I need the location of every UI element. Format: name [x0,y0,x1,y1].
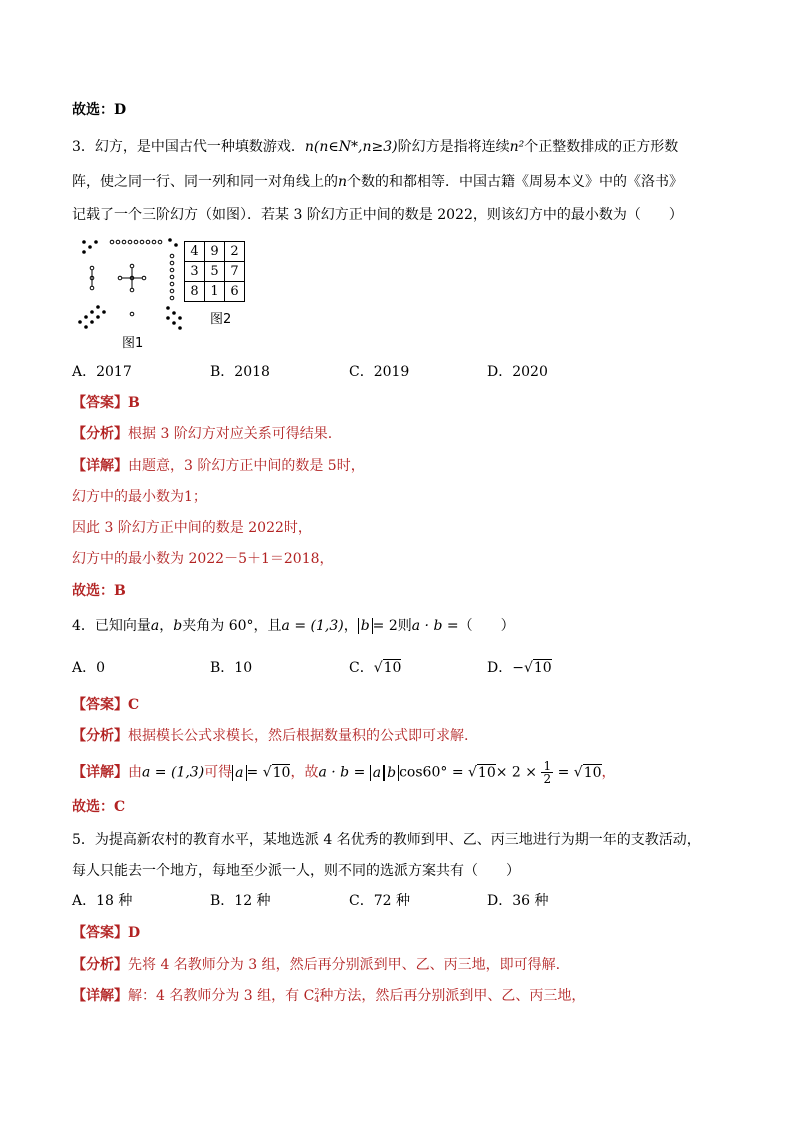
magic-square-figure [72,236,272,354]
q5-answer: 【答案】D [72,925,141,941]
grid-cell: 7 [225,262,245,282]
figure-label-2: 图2 [210,312,232,327]
q4-option-a: A．0 [72,660,106,676]
fraction-one-half: $\frac{1}{2}$ [543,759,552,786]
q5-option-b: B．12 种 [210,893,271,909]
q3-option-c: C．2019 [349,364,410,380]
magic-square-grid [184,241,245,302]
grid-cell: 5 [205,262,225,282]
q3-stem-line3: 记载了一个三阶幻方（如图）．若某 3 阶幻方正中间的数是 2022，则该幻方中的最小数为（ ） [72,207,683,223]
grid-cell: 6 [225,282,245,302]
grid-cell: 3 [185,262,205,282]
q5-stem-line1: 5．为提高新农村的教育水平，某地选派 4 名优秀的教师到甲、乙、丙三地进行为期一年的支教活动， [72,832,701,848]
q5-option-d: D．36 种 [487,893,549,909]
q4-answer: 【答案】C [72,697,140,713]
q5-analysis: 【分析】先将 4 名教师分为 3 组，然后再分别派到甲、乙、丙三地，即可得解. [72,957,561,973]
q3-stem-line2: 阵，使之同一行、同一列和同一对角线上的n个数的和都相等．中国古籍《周易本义》中的《洛书》 [72,174,684,190]
grid-cell: 9 [205,242,225,262]
q3-stem-line1: 3．幻方，是中国古代一种填数游戏．n(n∈N*,n≥3)阶幻方是指将连续n²个正整数排成的正方形数 [72,139,679,155]
figure-label-1: 图1 [122,336,144,351]
q3-detail-1: 【详解】由题意，3 阶幻方正中间的数是 5时， [72,458,365,474]
q3-option-a: A．2017 [72,364,132,380]
q5-option-c: C．72 种 [349,893,410,909]
q4-option-c: C．√10 [349,660,402,676]
q3-analysis: 【分析】根据 3 阶幻方对应关系可得结果. [72,426,333,442]
q3-answer: 【答案】B [72,395,140,411]
q5-option-a: A．18 种 [72,893,133,909]
q4-detail: 【详解】由a = (1,3)可得 a = √10，故a · b = a b cos60° = √10× 2 × $\frac{1}{2}$ = √10， [72,759,616,786]
prev-answer-line: 故选：D [72,102,127,118]
q4-option-d: D．−√10 [487,660,552,676]
grid-cell: 1 [205,282,225,302]
q4-option-b: B．10 [210,660,253,676]
q3-option-d: D．2020 [487,364,548,380]
q3-option-b: B．2018 [210,364,270,380]
q4-final: 故选：C [72,799,126,815]
q3-final: 故选：B [72,583,126,599]
q3-detail-3: 因此 3 阶幻方正中间的数是 2022时， [72,520,312,536]
luoshu-dots-figure [72,236,184,334]
q3-detail-2: 幻方中的最小数为1； [72,489,207,505]
q5-detail: 【详解】解：4 名教师分为 3 组，有 C 2 4 种方法，然后再分别派到甲、乙、丙三地， [72,987,586,1004]
grid-cell: 2 [225,242,245,262]
q3-detail-4: 幻方中的最小数为 2022－5＋1＝2018， [72,551,334,567]
q4-stem: 4．已知向量a，b夹角为 60°，且a = (1,3)， b = 2则a · b =（ ） [72,618,515,634]
q5-stem-line2: 每人只能去一个地方，每地至少派一人，则不同的选派方案共有（ ） [72,863,520,879]
grid-cell: 4 [185,242,205,262]
q4-analysis: 【分析】根据模长公式求模长，然后根据数量积的公式即可求解. [72,728,469,744]
grid-cell: 8 [185,282,205,302]
